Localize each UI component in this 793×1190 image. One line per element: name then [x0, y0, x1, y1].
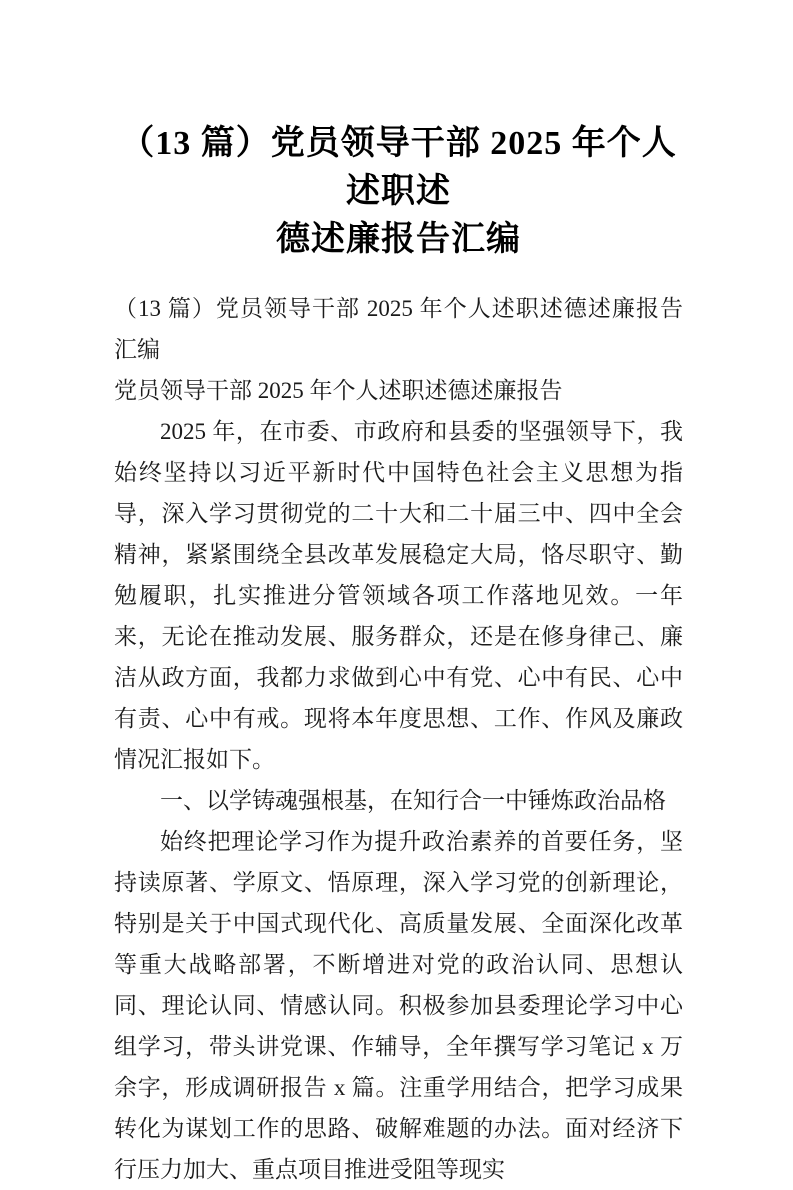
section-heading-1: 一、以学铸魂强根基，在知行合一中锤炼政治品格	[160, 788, 666, 813]
paragraph-compilation-title: （13 篇）党员领导干部 2025 年个人述职述德述廉报告汇编	[114, 296, 683, 362]
document-title-line1: （13 篇）党员领导干部 2025 年个人述职述	[120, 125, 677, 210]
document-body	[114, 288, 683, 1190]
paragraph-section-1-body: 始终把理论学习作为提升政治素养的首要任务，坚持读原著、学原文、悟原理，深入学习党的创新理论，特别是关于中国式现代化、高质量发展、全面深化改革等重大战略部署，不断增进对党的政治认同、思想认同、理论认同、情感认同。积极参加县委理论学习中心组学习，带头讲党课、作辅导，全年撰写学习笔记 x 万余字，形成调研报告 x 篇。注重学用结合，把学习成果转化为谋划工作的思路、破解难题的办法。面对经济下行压力加大、重点项目推进受阻等现实	[114, 829, 683, 1182]
document-title-line2: 德述廉报告汇编	[276, 221, 521, 258]
paragraph-report-subtitle: 党员领导干部 2025 年个人述职述德述廉报告	[114, 378, 563, 403]
paragraph-introduction: 2025 年，在市委、市政府和县委的坚强领导下，我始终坚持以习近平新时代中国特色社会主义思想为指导，深入学习贯彻党的二十大和二十届三中、四中全会精神，紧紧围绕全县改革发展稳定大局，恪尽职守、勤勉履职，扎实推进分管领域各项工作落地见效。一年来，无论在推动发展、服务群众，还是在修身律己、廉洁从政方面，我都力求做到心中有党、心中有民、心中有责、心中有戒。现将本年度思想、工作、作风及廉政情况汇报如下。	[114, 419, 683, 772]
document-title	[114, 120, 683, 264]
